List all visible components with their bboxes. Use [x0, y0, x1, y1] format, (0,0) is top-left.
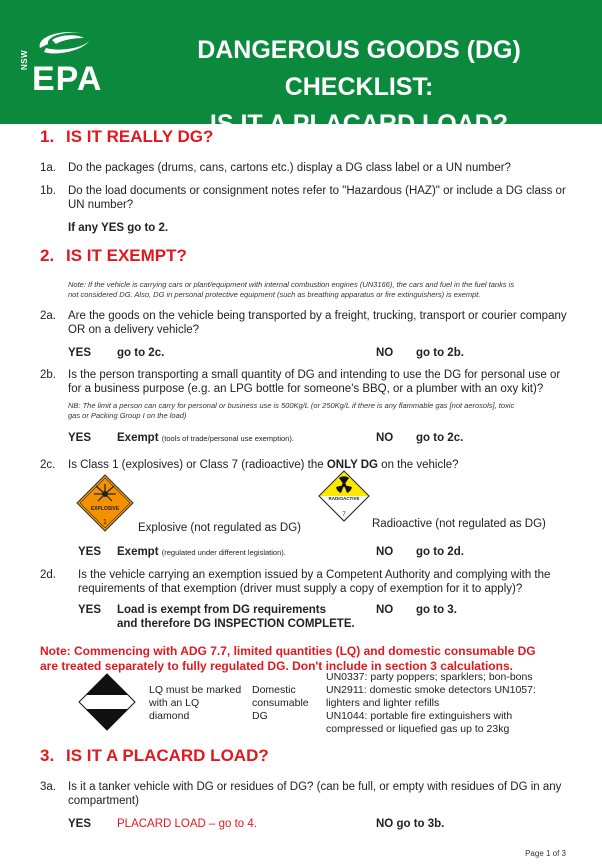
q3a-line-2: compartment) [68, 795, 139, 807]
section-1-heading [40, 127, 213, 147]
q2d-yes-line-1: Load is exempt from DG requirements [117, 604, 326, 616]
q2a-line-1: Are the goods on the vehicle being transported by a freight, trucking, transport or courier company [68, 310, 567, 322]
q1b-number: 1b. [40, 185, 56, 197]
q2d-line-2: requirements of that exemption (driver must supply a copy of exemption for it to apply)? [78, 583, 523, 595]
q2b-line-1: Is the person transporting a small quantity of DG and intending to use the DG for personal use or [68, 369, 561, 381]
q2c-text [68, 458, 459, 472]
q1b-line-2: UN number? [68, 199, 134, 211]
un-examples [326, 671, 536, 736]
q2b-no-goto: go to 2c. [416, 432, 464, 444]
q2b-nb-line-2: gas or Packing Group I on the load) [68, 411, 187, 420]
un-line-3: lighters and lighter refills [326, 697, 440, 709]
q2b-text [68, 368, 560, 396]
svg-text:1: 1 [103, 519, 107, 526]
section-2-note [68, 280, 514, 300]
q2d-number: 2d. [40, 569, 56, 581]
q2a-text [68, 309, 567, 337]
lq-caption-line-2: with an LQ [149, 697, 200, 709]
q2c-number: 2c. [40, 459, 56, 471]
explosive-class-1-icon [76, 474, 134, 532]
logo-epa-text: EPA [32, 60, 103, 98]
q2b-exempt-label: Exempt [117, 432, 159, 444]
q1a-text: Do the packages (drums, cans, cartons etc.) display a DG class label or a UN number? [68, 162, 511, 174]
radioactive-caption: Radioactive (not regulated as DG) [372, 518, 546, 530]
section-3-title: IS IT A PLACARD LOAD? [66, 746, 269, 765]
q1b-text [68, 184, 566, 212]
lq-caption [149, 684, 241, 723]
dom-line-3: DG [252, 710, 268, 722]
radioactive-class-7-icon [318, 470, 370, 522]
q2c-bold: ONLY DG [326, 459, 378, 471]
q1b-line-1: Do the load documents or consignment notes refer to "Hazardous (HAZ)" or include a DG class or [68, 185, 566, 197]
dom-line-1: Domestic [252, 684, 296, 696]
explosive-caption: Explosive (not regulated as DG) [138, 522, 301, 534]
q2d-no: NO [376, 604, 394, 616]
svg-text:7: 7 [342, 512, 346, 518]
lq-note-line-1: Note: Commencing with ADG 7.7, limited quantities (LQ) and domestic consumable DG [40, 644, 536, 658]
q2d-yes: YES [78, 604, 102, 616]
un-line-5: compressed or liquefied gas up to 23kg [326, 723, 510, 735]
lq-diamond-icon [78, 673, 136, 731]
q2d-no-goto: go to 3. [416, 604, 457, 616]
lq-note-line-2: are treated separately to fully regulated DG. Don't include in section 3 calculations. [40, 659, 513, 673]
un-line-1: UN0337: party poppers; sparklers; bon-bons [326, 671, 533, 683]
q2b-exempt-note: (tools of trade/personal use exemption). [161, 434, 294, 443]
q2d-yes-line-2: and therefore DG INSPECTION COMPLETE. [117, 618, 355, 630]
q3a-yes: YES [68, 818, 92, 830]
q2c-no-goto: go to 2d. [416, 546, 464, 558]
section-1-title: IS IT REALLY DG? [66, 127, 214, 146]
q2c-exempt-note: (regulated under different legislation). [161, 548, 286, 557]
q2b-no: NO [376, 432, 394, 444]
note-line-1: Note: If the vehicle is carrying cars or plant/equipment with internal combustion engines (UN3166), the cars and fuel in the fuel tanks is [68, 280, 515, 289]
logo-nsw-text: NSW [20, 49, 29, 70]
section-3-number: 3. [40, 746, 55, 765]
explosive-label: EXPLOSIVE [90, 506, 120, 512]
q3a-number: 3a. [40, 781, 56, 793]
q2a-number: 2a. [40, 310, 56, 322]
q2d-text [78, 568, 550, 596]
q2b-nb [68, 401, 514, 421]
q2b-number: 2b. [40, 369, 56, 381]
title-line-2: IS IT A PLACARD LOAD? [209, 110, 509, 138]
dom-line-2: consumable [252, 697, 309, 709]
q2d-line-1: Is the vehicle carrying an exemption issued by a Competent Authority and complying with the [78, 569, 551, 581]
page-number: Page 1 of 3 [525, 849, 566, 858]
q3a-line-1: Is it a tanker vehicle with DG or residues of DG? (can be full, or empty with residues of DG in any [68, 781, 562, 793]
title-line-1: DANGEROUS GOODS (DG) CHECKLIST: [197, 36, 521, 101]
q2c-yes: YES [78, 546, 102, 558]
section-2-number: 2. [40, 246, 55, 265]
epa-swirl-icon [34, 26, 94, 56]
q2c-no: NO [376, 546, 394, 558]
lq-caption-line-1: LQ must be marked [149, 684, 242, 696]
lq-note [40, 644, 536, 674]
q3a-text [68, 780, 561, 808]
domestic-consumable-caption [252, 684, 309, 723]
q3a-no-goto: NO go to 3b. [376, 818, 445, 830]
nsw-epa-logo [20, 26, 120, 106]
q2b-yes: YES [68, 432, 92, 444]
q2c-post: on the vehicle? [377, 459, 459, 471]
section-3-heading [40, 746, 269, 766]
section-2-title: IS IT EXEMPT? [66, 246, 187, 265]
un-line-2: UN2911: domestic smoke detectors UN1057: [326, 684, 536, 696]
q2a-yes: YES [68, 347, 92, 359]
q1a-number: 1a. [40, 162, 56, 174]
radioactive-label: RADIOACTIVE [328, 496, 360, 501]
q2a-no: NO [376, 347, 394, 359]
section-1-goto: If any YES go to 2. [68, 222, 169, 234]
q2d-yes-text [117, 603, 355, 631]
q2c-exempt-label: Exempt [117, 546, 159, 558]
note-line-2: not considered DG. Also, DG in personal protective equipment (such as breathing apparatus or fire extinguishers) is exempt. [68, 290, 481, 299]
q2c-pre: Is Class 1 (explosives) or Class 7 (radioactive) the [68, 459, 327, 471]
q2b-nb-line-1: NB: The limit a person can carry for personal or business use is 500Kg/L (or 250Kg/L if there is any flammable gas [not aerosols], toxic [68, 401, 515, 410]
q2b-exempt [117, 431, 294, 446]
lq-caption-line-3: diamond [149, 710, 190, 722]
q2a-line-2: OR on a delivery vehicle? [68, 324, 200, 336]
q2a-yes-goto: go to 2c. [117, 347, 165, 359]
q2c-exempt [117, 545, 286, 560]
section-1-number: 1. [40, 127, 55, 146]
q2a-no-goto: go to 2b. [416, 347, 464, 359]
section-2-heading [40, 246, 187, 266]
q2b-line-2: for a business purpose (e.g. an LPG bottle for someone's BBQ, or a plumber with an oxy kit)? [68, 383, 544, 395]
un-line-4: UN1044: portable fire extinguishers with [326, 710, 513, 722]
q3a-yes-goto: PLACARD LOAD – go to 4. [117, 818, 257, 830]
